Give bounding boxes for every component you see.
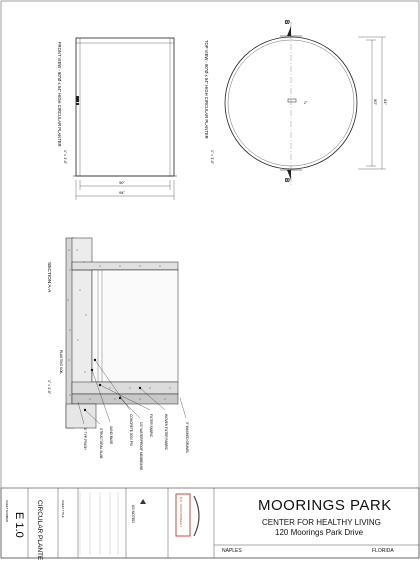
sheet-number-label: SHEET NUMBER — [5, 500, 9, 523]
callout-text: PLANTING SOIL — [59, 350, 63, 375]
top-dim-b: 94" — [383, 99, 388, 105]
project-address: 120 Moorings Park Drive — [275, 528, 364, 537]
drawing-title: CIRCULAR PLANTER — [36, 500, 43, 560]
front-view-scale: 1" = 1'-0" — [63, 150, 67, 165]
section-a-a — [46, 238, 189, 470]
section-marker-label: B — [283, 178, 289, 183]
callout-text: 3" WASHED GRAVEL — [185, 422, 189, 454]
front-view — [57, 38, 177, 200]
section-marker-arrow — [287, 26, 291, 36]
top-view-scale: 1" = 1'-0" — [210, 150, 214, 165]
top-view-title: TOP VIEW - 90"Ø x 54" HIGH CIRCULAR PLANTER — [204, 40, 209, 139]
callout-text: CONCRETE 3000 PSI — [129, 414, 133, 446]
project-name: MOORINGS PARK — [258, 497, 392, 514]
project-subtitle: CENTER FOR HEALTHY LIVING — [262, 518, 381, 527]
logo-arc-icon — [194, 496, 199, 536]
sheet-number: E 1.0 — [13, 512, 25, 538]
project-state: FLORIDA — [372, 548, 394, 554]
scale-note: AS NOTED — [131, 505, 135, 523]
section-title: SECTION A-A — [46, 262, 51, 293]
section-scale: 1" = 1'-0" — [47, 380, 51, 395]
front-dim-outer: 94" — [119, 190, 125, 195]
front-view-title: FRONT VIEW - 90"Ø x 54" HIGH CIRCULAR PLANTER — [57, 42, 62, 147]
callout-text: STRUCTURAL SLAB — [99, 428, 103, 459]
drain-slot — [288, 99, 296, 102]
sheet-title-label: SHEET TITLE — [61, 500, 65, 518]
sheet-border — [1, 1, 419, 558]
project-city: NAPLES — [222, 548, 242, 554]
top-view — [204, 20, 388, 185]
section-marker-label: B — [283, 20, 289, 25]
front-view-outline — [76, 38, 174, 176]
front-dim-inner: 90" — [119, 180, 125, 185]
callout-text: 1" TYP. FINISH — [83, 428, 87, 450]
gravel-layer — [72, 382, 178, 394]
drain-mark — [76, 96, 79, 102]
callout-text: FILTER FABRIC — [149, 414, 153, 438]
structural-slab — [72, 394, 178, 404]
north-arrow-icon — [140, 499, 146, 504]
drain-label: 2" — [304, 101, 308, 105]
top-dim-a: 90" — [373, 99, 378, 105]
designer-logo-text: D.C. SCHILDKNECHT — [179, 497, 183, 528]
planting-soil — [92, 270, 178, 382]
callout-text: WOVEN FILTER FABRIC — [164, 414, 168, 451]
callout-text: SAND BASE — [109, 426, 113, 445]
callout-text: 1/2" WATERPROOF MEMBRANE — [139, 422, 143, 471]
